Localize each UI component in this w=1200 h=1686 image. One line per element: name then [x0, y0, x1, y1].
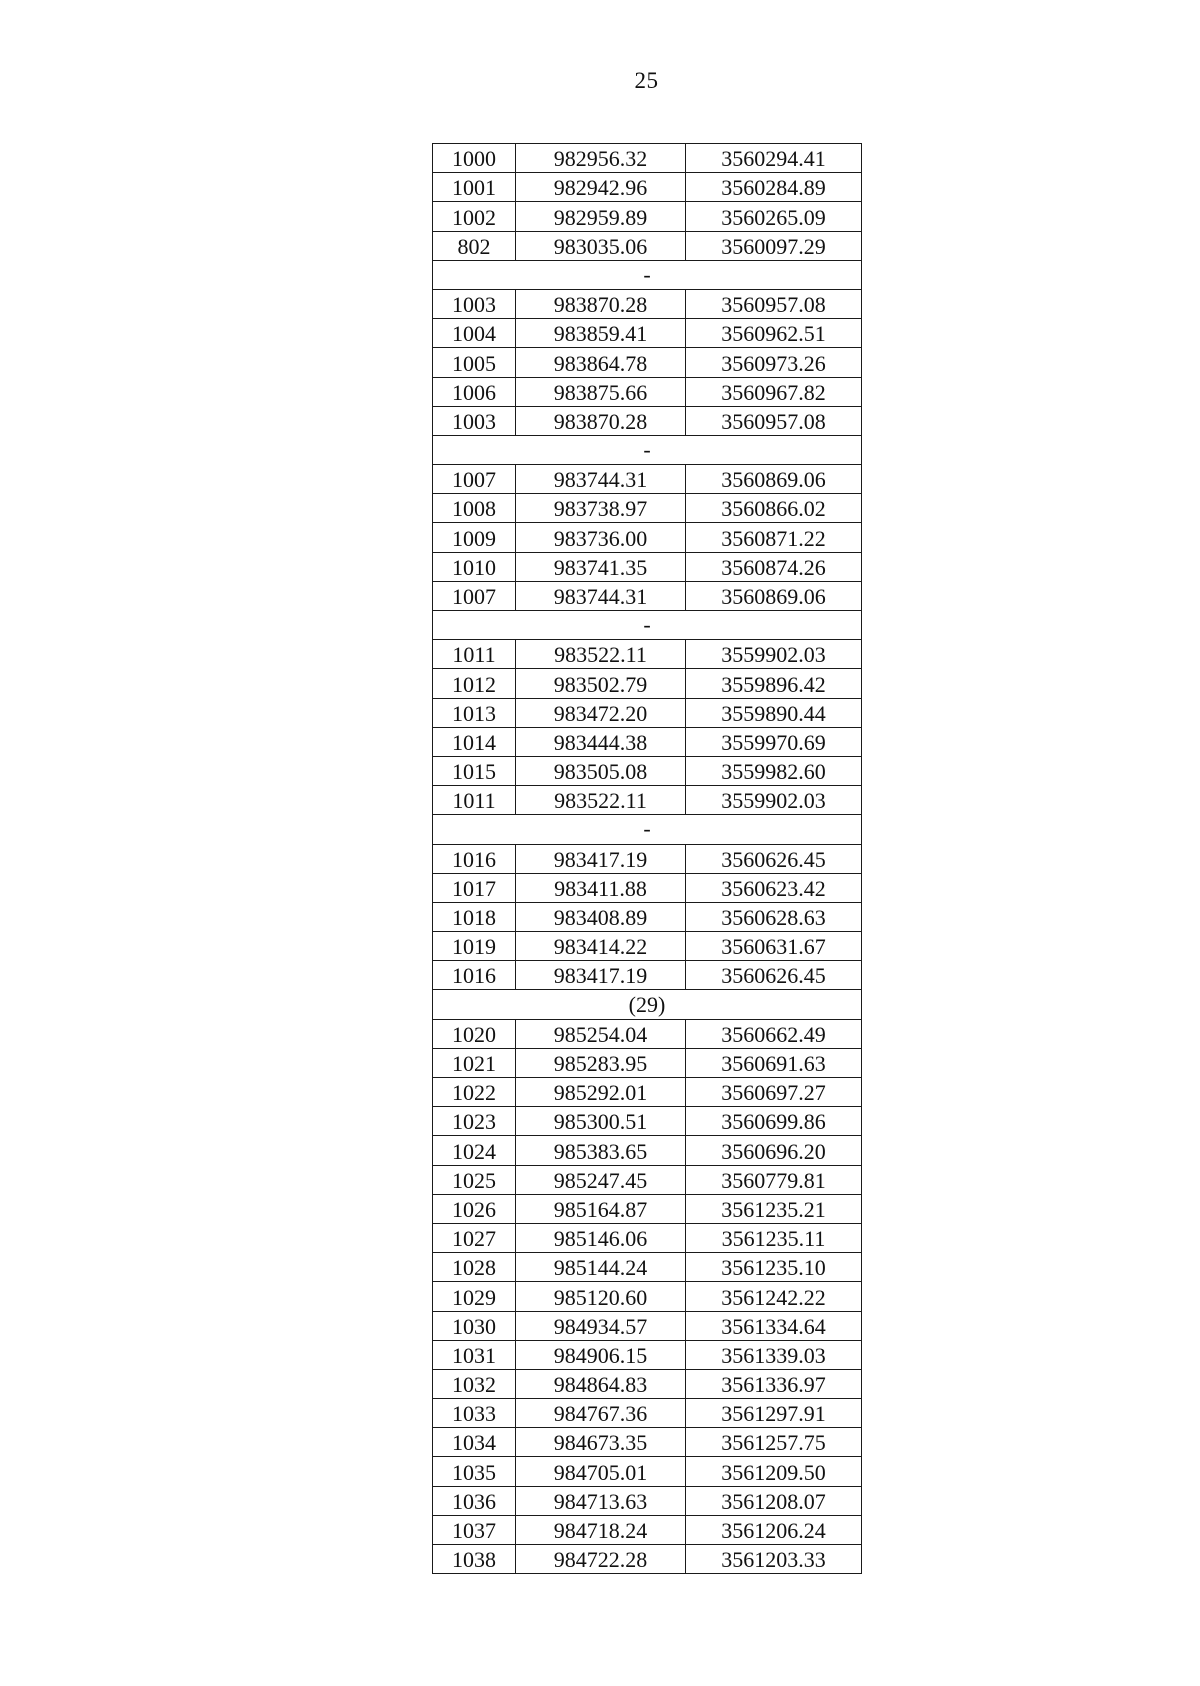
- table-row: [433, 640, 862, 669]
- point-number-cell: 1020: [433, 1019, 516, 1048]
- table-row: [433, 1486, 862, 1515]
- y-coordinate-cell: 3560697.27: [686, 1078, 862, 1107]
- table-row: [433, 406, 862, 435]
- table-row: [433, 1399, 862, 1428]
- y-coordinate-cell: 3560294.41: [686, 144, 862, 173]
- y-coordinate-cell: 3559896.42: [686, 669, 862, 698]
- y-coordinate-cell: 3561334.64: [686, 1311, 862, 1340]
- table-row: [433, 932, 862, 961]
- point-number-cell: 1027: [433, 1223, 516, 1252]
- x-coordinate-cell: 983444.38: [516, 727, 686, 756]
- separator-label: -: [433, 611, 862, 640]
- y-coordinate-cell: 3560962.51: [686, 319, 862, 348]
- table-row: [433, 1136, 862, 1165]
- y-coordinate-cell: 3561235.11: [686, 1223, 862, 1252]
- y-coordinate-cell: 3561203.33: [686, 1545, 862, 1574]
- x-coordinate-cell: 983505.08: [516, 756, 686, 785]
- x-coordinate-cell: 983736.00: [516, 523, 686, 552]
- point-number-cell: 1026: [433, 1194, 516, 1223]
- table-row: [433, 1223, 862, 1252]
- point-number-cell: 802: [433, 231, 516, 260]
- separator-label: -: [433, 260, 862, 289]
- x-coordinate-cell: 984767.36: [516, 1399, 686, 1428]
- point-number-cell: 1018: [433, 902, 516, 931]
- y-coordinate-cell: 3560631.67: [686, 932, 862, 961]
- table-row: [433, 669, 862, 698]
- table-row: [433, 902, 862, 931]
- point-number-cell: 1003: [433, 406, 516, 435]
- x-coordinate-cell: 985164.87: [516, 1194, 686, 1223]
- x-coordinate-cell: 984722.28: [516, 1545, 686, 1574]
- point-number-cell: 1036: [433, 1486, 516, 1515]
- table-section-separator: [433, 435, 862, 464]
- table-row: [433, 873, 862, 902]
- x-coordinate-cell: 983472.20: [516, 698, 686, 727]
- x-coordinate-cell: 983744.31: [516, 581, 686, 610]
- table-row: [433, 1369, 862, 1398]
- y-coordinate-cell: 3561242.22: [686, 1282, 862, 1311]
- x-coordinate-cell: 984713.63: [516, 1486, 686, 1515]
- x-coordinate-cell: 985247.45: [516, 1165, 686, 1194]
- point-number-cell: 1024: [433, 1136, 516, 1165]
- point-number-cell: 1006: [433, 377, 516, 406]
- table-section-separator: [433, 260, 862, 289]
- table-row: [433, 1311, 862, 1340]
- point-number-cell: 1007: [433, 581, 516, 610]
- x-coordinate-cell: 985283.95: [516, 1048, 686, 1077]
- x-coordinate-cell: 983522.11: [516, 640, 686, 669]
- x-coordinate-cell: 983870.28: [516, 289, 686, 318]
- separator-label: -: [433, 815, 862, 844]
- x-coordinate-cell: 985383.65: [516, 1136, 686, 1165]
- table-row: [433, 1194, 862, 1223]
- point-number-cell: 1022: [433, 1078, 516, 1107]
- x-coordinate-cell: 984906.15: [516, 1340, 686, 1369]
- y-coordinate-cell: 3559982.60: [686, 756, 862, 785]
- table-row: [433, 289, 862, 318]
- table-row: [433, 1107, 862, 1136]
- point-number-cell: 1011: [433, 640, 516, 669]
- point-number-cell: 1016: [433, 844, 516, 873]
- point-number-cell: 1009: [433, 523, 516, 552]
- y-coordinate-cell: 3560097.29: [686, 231, 862, 260]
- y-coordinate-cell: 3560869.06: [686, 581, 862, 610]
- x-coordinate-cell: 985144.24: [516, 1253, 686, 1282]
- table-row: [433, 1048, 862, 1077]
- y-coordinate-cell: 3560967.82: [686, 377, 862, 406]
- y-coordinate-cell: 3560626.45: [686, 844, 862, 873]
- y-coordinate-cell: 3560628.63: [686, 902, 862, 931]
- table-row: [433, 698, 862, 727]
- table-row: [433, 231, 862, 260]
- x-coordinate-cell: 983035.06: [516, 231, 686, 260]
- point-number-cell: 1008: [433, 494, 516, 523]
- point-number-cell: 1028: [433, 1253, 516, 1282]
- table-row: [433, 1078, 862, 1107]
- y-coordinate-cell: 3560973.26: [686, 348, 862, 377]
- table-row: [433, 581, 862, 610]
- y-coordinate-cell: 3560957.08: [686, 406, 862, 435]
- y-coordinate-cell: 3560626.45: [686, 961, 862, 990]
- x-coordinate-cell: 982956.32: [516, 144, 686, 173]
- y-coordinate-cell: 3559902.03: [686, 786, 862, 815]
- table-row: [433, 727, 862, 756]
- point-number-cell: 1021: [433, 1048, 516, 1077]
- table-row: [433, 1253, 862, 1282]
- table-row: [433, 1165, 862, 1194]
- y-coordinate-cell: 3561235.21: [686, 1194, 862, 1223]
- y-coordinate-cell: 3561257.75: [686, 1428, 862, 1457]
- page-number: 25: [634, 68, 659, 93]
- x-coordinate-cell: 983738.97: [516, 494, 686, 523]
- y-coordinate-cell: 3561235.10: [686, 1253, 862, 1282]
- table-row: [433, 348, 862, 377]
- point-number-cell: 1007: [433, 465, 516, 494]
- x-coordinate-cell: 983741.35: [516, 552, 686, 581]
- table-row: [433, 844, 862, 873]
- table-row: [433, 144, 862, 173]
- point-number-cell: 1003: [433, 289, 516, 318]
- y-coordinate-cell: 3560869.06: [686, 465, 862, 494]
- table-row: [433, 173, 862, 202]
- x-coordinate-cell: 982959.89: [516, 202, 686, 231]
- x-coordinate-cell: 985120.60: [516, 1282, 686, 1311]
- point-number-cell: 1019: [433, 932, 516, 961]
- point-number-cell: 1035: [433, 1457, 516, 1486]
- table-row: [433, 1340, 862, 1369]
- y-coordinate-cell: 3559890.44: [686, 698, 862, 727]
- x-coordinate-cell: 984673.35: [516, 1428, 686, 1457]
- y-coordinate-cell: 3560696.20: [686, 1136, 862, 1165]
- table-section-separator: [433, 611, 862, 640]
- coordinates-table-body: [433, 144, 862, 1574]
- x-coordinate-cell: 984934.57: [516, 1311, 686, 1340]
- x-coordinate-cell: 984705.01: [516, 1457, 686, 1486]
- table-row: [433, 494, 862, 523]
- separator-label: -: [433, 435, 862, 464]
- x-coordinate-cell: 983417.19: [516, 961, 686, 990]
- y-coordinate-cell: 3560265.09: [686, 202, 862, 231]
- point-number-cell: 1000: [433, 144, 516, 173]
- x-coordinate-cell: 983859.41: [516, 319, 686, 348]
- point-number-cell: 1015: [433, 756, 516, 785]
- table-row: [433, 465, 862, 494]
- table-section-separator: [433, 990, 862, 1019]
- y-coordinate-cell: 3559970.69: [686, 727, 862, 756]
- point-number-cell: 1004: [433, 319, 516, 348]
- point-number-cell: 1011: [433, 786, 516, 815]
- y-coordinate-cell: 3559902.03: [686, 640, 862, 669]
- point-number-cell: 1017: [433, 873, 516, 902]
- x-coordinate-cell: 985254.04: [516, 1019, 686, 1048]
- x-coordinate-cell: 984864.83: [516, 1369, 686, 1398]
- y-coordinate-cell: 3560779.81: [686, 1165, 862, 1194]
- table-section-separator: [433, 815, 862, 844]
- point-number-cell: 1032: [433, 1369, 516, 1398]
- table-row: [433, 523, 862, 552]
- table-row: [433, 377, 862, 406]
- x-coordinate-cell: 983875.66: [516, 377, 686, 406]
- y-coordinate-cell: 3561336.97: [686, 1369, 862, 1398]
- y-coordinate-cell: 3560866.02: [686, 494, 862, 523]
- separator-label: (29): [433, 990, 862, 1019]
- table-row: [433, 1545, 862, 1574]
- x-coordinate-cell: 982942.96: [516, 173, 686, 202]
- point-number-cell: 1029: [433, 1282, 516, 1311]
- x-coordinate-cell: 983744.31: [516, 465, 686, 494]
- table-row: [433, 756, 862, 785]
- y-coordinate-cell: 3561206.24: [686, 1515, 862, 1544]
- point-number-cell: 1025: [433, 1165, 516, 1194]
- point-number-cell: 1037: [433, 1515, 516, 1544]
- y-coordinate-cell: 3561339.03: [686, 1340, 862, 1369]
- table-row: [433, 1282, 862, 1311]
- x-coordinate-cell: 985292.01: [516, 1078, 686, 1107]
- x-coordinate-cell: 984718.24: [516, 1515, 686, 1544]
- x-coordinate-cell: 985146.06: [516, 1223, 686, 1252]
- y-coordinate-cell: 3560699.86: [686, 1107, 862, 1136]
- point-number-cell: 1014: [433, 727, 516, 756]
- table-row: [433, 1019, 862, 1048]
- table-row: [433, 961, 862, 990]
- coordinates-table: [432, 143, 862, 1574]
- y-coordinate-cell: 3561297.91: [686, 1399, 862, 1428]
- x-coordinate-cell: 985300.51: [516, 1107, 686, 1136]
- point-number-cell: 1001: [433, 173, 516, 202]
- y-coordinate-cell: 3560871.22: [686, 523, 862, 552]
- y-coordinate-cell: 3561208.07: [686, 1486, 862, 1515]
- x-coordinate-cell: 983417.19: [516, 844, 686, 873]
- y-coordinate-cell: 3560874.26: [686, 552, 862, 581]
- y-coordinate-cell: 3560623.42: [686, 873, 862, 902]
- x-coordinate-cell: 983414.22: [516, 932, 686, 961]
- x-coordinate-cell: 983411.88: [516, 873, 686, 902]
- x-coordinate-cell: 983502.79: [516, 669, 686, 698]
- point-number-cell: 1038: [433, 1545, 516, 1574]
- point-number-cell: 1034: [433, 1428, 516, 1457]
- x-coordinate-cell: 983870.28: [516, 406, 686, 435]
- table-row: [433, 319, 862, 348]
- x-coordinate-cell: 983408.89: [516, 902, 686, 931]
- y-coordinate-cell: 3561209.50: [686, 1457, 862, 1486]
- x-coordinate-cell: 983522.11: [516, 786, 686, 815]
- table-row: [433, 1428, 862, 1457]
- point-number-cell: 1030: [433, 1311, 516, 1340]
- y-coordinate-cell: 3560957.08: [686, 289, 862, 318]
- table-row: [433, 552, 862, 581]
- point-number-cell: 1012: [433, 669, 516, 698]
- point-number-cell: 1010: [433, 552, 516, 581]
- y-coordinate-cell: 3560691.63: [686, 1048, 862, 1077]
- x-coordinate-cell: 983864.78: [516, 348, 686, 377]
- point-number-cell: 1013: [433, 698, 516, 727]
- table-row: [433, 1457, 862, 1486]
- point-number-cell: 1033: [433, 1399, 516, 1428]
- table-row: [433, 202, 862, 231]
- point-number-cell: 1016: [433, 961, 516, 990]
- point-number-cell: 1023: [433, 1107, 516, 1136]
- y-coordinate-cell: 3560284.89: [686, 173, 862, 202]
- table-row: [433, 1515, 862, 1544]
- point-number-cell: 1031: [433, 1340, 516, 1369]
- point-number-cell: 1002: [433, 202, 516, 231]
- table-row: [433, 786, 862, 815]
- point-number-cell: 1005: [433, 348, 516, 377]
- y-coordinate-cell: 3560662.49: [686, 1019, 862, 1048]
